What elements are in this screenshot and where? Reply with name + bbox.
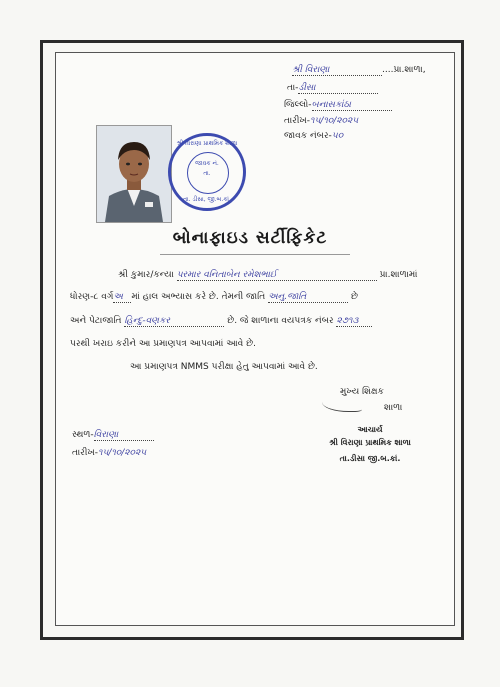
- footer-date-line: [72, 448, 146, 458]
- student-name-value: પરમાર વનિતાબેન રમેશભાઈ: [177, 270, 377, 281]
- place-value: વિરાણા: [94, 430, 154, 441]
- body-line-3: [70, 316, 372, 327]
- body-line1-suffix: પ્રા.શાળામાં: [379, 270, 418, 280]
- header-outward-value: ૫૦: [331, 131, 344, 141]
- principal-school-suffix: શાળા: [384, 403, 403, 413]
- seal-ring-text: શ્રી વિરાણા પ્રાથમિક શાળા: [176, 140, 238, 147]
- header-date-line: [284, 116, 358, 126]
- body-line-5: આ પ્રમાણપત્ર NMMS પરીક્ષા હેતુ આપવામાં આવે છે.: [130, 362, 318, 372]
- principal-label: મુખ્ય શિક્ષક: [340, 387, 384, 397]
- body-line2-suffix: છે: [350, 292, 358, 302]
- header-district-value: બનાસકાંઠા: [312, 100, 392, 111]
- body-line-4: પરથી ખરાઇ કરીને આ પ્રમાણપત્ર આપવામાં આવે છે.: [70, 339, 256, 349]
- header-taluka-label: તા-: [287, 83, 299, 93]
- body-line1-prefix: શ્રી કુમાર/કન્યા: [118, 270, 174, 280]
- principal-stamp: [300, 425, 440, 464]
- seal-center-line-1: જાવક નં.: [195, 160, 219, 167]
- body-line3-mid: છે. જે શાળાના વયપત્રક નંબર: [227, 316, 334, 326]
- body-line2-prefix: ધોરણ-૮ વર્ગ: [70, 292, 114, 302]
- header-date-label: તારીખ-: [284, 116, 311, 126]
- header-school-value: શ્રી વિરાણા: [292, 65, 382, 76]
- header-school-suffix: ....પ્રા.શાળા,: [382, 65, 426, 75]
- student-photo: [96, 125, 172, 223]
- header-school-line: [292, 65, 426, 76]
- title-underline: [160, 254, 350, 255]
- certificate-title: બોનાફાઇડ સર્ટીફિકેટ: [172, 228, 328, 248]
- body-line2-mid: માં હાલ અભ્યાસ કરે છે. તેમની જાતિ: [131, 292, 266, 302]
- subcaste-value: હિન્દુ-વણકર: [124, 316, 224, 327]
- seal-center-line-2: તા.: [203, 170, 211, 177]
- caste-value: અનુ.જાતિ: [268, 292, 348, 303]
- stamp-title: આચાર્ય: [357, 425, 383, 434]
- body-line-1: [118, 270, 417, 281]
- stamp-line-1: શ્રી વિરાણા પ્રાથમિક શાળા: [329, 438, 411, 447]
- class-value: અ: [113, 292, 131, 303]
- stamp-line-2: તા.ડીસા જી.બ.કાં.: [339, 454, 401, 463]
- student-photo-illustration: [97, 126, 171, 222]
- header-taluka-line: [287, 83, 378, 94]
- header-taluka-value: ડીસા: [298, 83, 378, 94]
- body-line3-prefix: અને પેટાજાતિ: [70, 316, 122, 326]
- footer-date-label: તારીખ-: [72, 448, 99, 458]
- header-district-label: જિલ્લો-: [284, 100, 312, 110]
- seal-center-line-3: તા. ડીસા, જી.બ.કાં.: [183, 196, 231, 203]
- register-number-value: ૨૭૧૩: [336, 316, 372, 327]
- footer-date-value: ૧૫/૧૦/૨૦૨૫: [98, 448, 147, 458]
- header-outward-label: જાવક નંબર-: [284, 131, 332, 141]
- header-district-line: [284, 100, 392, 111]
- body-line-2: [70, 292, 358, 303]
- place-line: [72, 430, 154, 441]
- header-outward-line: [284, 131, 343, 141]
- place-label: સ્થળ-: [72, 430, 94, 440]
- header-date-value: ૧૫/૧૦/૨૦૨૫: [310, 116, 359, 126]
- school-seal: [168, 133, 246, 211]
